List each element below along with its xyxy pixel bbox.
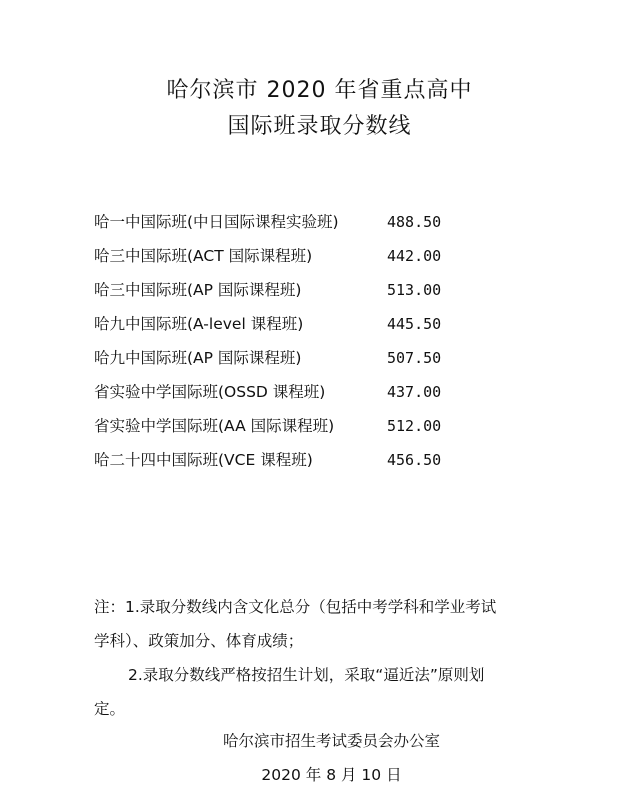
note-line-4: 定。 (94, 700, 126, 718)
issue-date: 2020 年 8 月 10 日 (261, 766, 402, 784)
cutoff-score: 512.00 (387, 417, 442, 435)
school-name: 哈九中国际班(AP 国际课程班) (94, 349, 302, 367)
school-name: 省实验中学国际班(OSSD 课程班) (94, 383, 326, 401)
cutoff-score: 442.00 (387, 247, 442, 265)
school-name: 哈九中国际班(A-level 课程班) (94, 315, 304, 333)
document-title-line-1: 哈尔滨市 2020 年省重点高中 (166, 78, 473, 103)
school-name: 哈三中国际班(AP 国际课程班) (94, 281, 302, 299)
note-line-3: 2.录取分数线严格按招生计划，采取“逼近法”原则划 (128, 666, 485, 684)
document-title-line-2: 国际班录取分数线 (227, 114, 412, 139)
cutoff-score: 507.50 (387, 349, 442, 367)
note-line-2: 学科）、政策加分、体育成绩； (94, 632, 304, 650)
cutoff-score: 456.50 (387, 451, 442, 469)
school-name: 哈一中国际班(中日国际课程实验班) (94, 213, 339, 231)
school-name: 哈二十四中国际班(VCE 课程班) (94, 451, 313, 469)
score-row (0, 346, 639, 370)
score-row (0, 278, 639, 302)
score-row (0, 312, 639, 336)
score-row (0, 414, 639, 438)
cutoff-score: 437.00 (387, 383, 442, 401)
school-name: 哈三中国际班(ACT 国际课程班) (94, 247, 313, 265)
note-line-1: 注：1.录取分数线内含文化总分（包括中考学科和学业考试 (94, 598, 497, 616)
cutoff-score: 488.50 (387, 213, 442, 231)
school-name: 省实验中学国际班(AA 国际课程班) (94, 417, 335, 435)
score-row (0, 448, 639, 472)
issuing-office: 哈尔滨市招生考试委员会办公室 (222, 732, 440, 750)
score-row (0, 380, 639, 404)
cutoff-score: 513.00 (387, 281, 442, 299)
score-row (0, 244, 639, 268)
cutoff-score: 445.50 (387, 315, 442, 333)
score-row (0, 210, 639, 234)
